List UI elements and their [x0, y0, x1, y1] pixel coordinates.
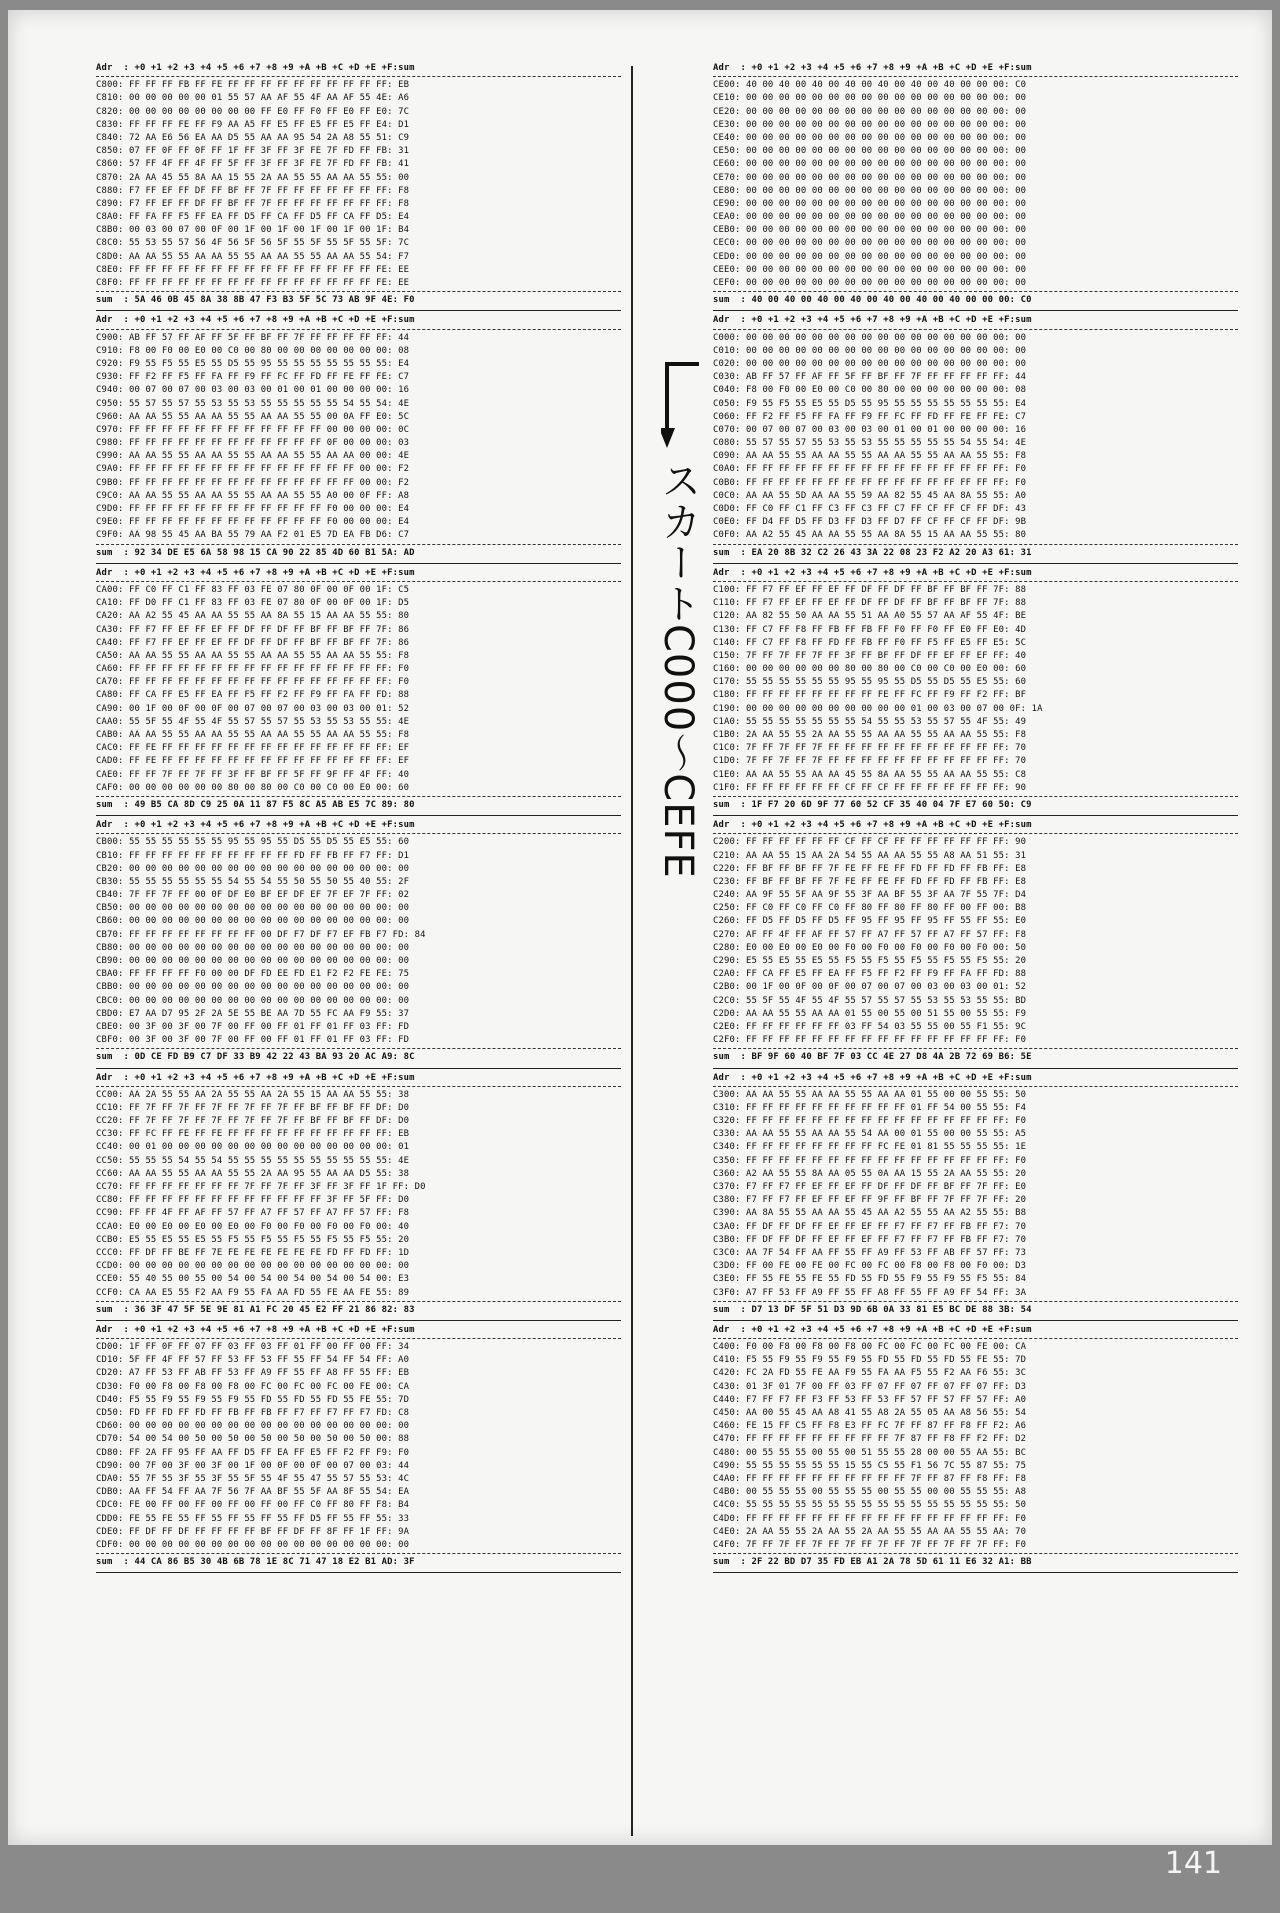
- block-separator: [96, 815, 621, 816]
- hexdump-row: C910: F8 00 F0 00 E0 00 C0 00 80 00 00 00 00 00 00 00: 08: [96, 345, 410, 356]
- hexdump-row: C0E0: FF D4 FF D5 FF D3 FF D3 FF D7 FF CF FF CF FF DF: 9B: [713, 517, 1027, 528]
- hexdump-row: C3D0: FF 00 FE 00 FE 00 FC 00 FC 00 F8 00 F8 00 F0 00: D3: [713, 1261, 1027, 1272]
- hexdump-row: CB10: FF FF FF FF FF FF FF FF FF FF FD FF FB FF F7 FF: D1: [96, 850, 410, 861]
- hexdump-row: CE90: 00 00 00 00 00 00 00 00 00 00 00 00 00 00 00 00: 00: [713, 198, 1027, 209]
- hexdump-row: CCC0: FF DF FF BE FF 7E FE FE FE FE FE FE FD FF FD FF: 1D: [96, 1247, 410, 1258]
- hexdump-row: C260: FF D5 FF D5 FF D5 FF 95 FF 95 FF 95 FF 55 FF 55: E0: [713, 916, 1027, 927]
- hexdump-row: C0F0: AA A2 55 45 AA AA 55 55 AA 8A 55 15 AA AA 55 55: 80: [713, 530, 1027, 541]
- hexdump-row: CAA0: 55 5F 55 4F 55 4F 55 57 55 57 55 53 55 53 55 55: 4E: [96, 716, 410, 727]
- hexdump-row: CA90: 00 1F 00 0F 00 0F 00 07 00 07 00 03 00 03 00 01: 52: [96, 703, 410, 714]
- block-separator: [713, 1572, 1238, 1573]
- hexdump-row: C180: FF FF FF FF FF FF FF FF FE FF FC FF F9 FF F2 FF: BF: [713, 690, 1027, 701]
- hexdump-row: C0D0: FF C0 FF C1 FF C3 FF C3 FF C7 FF CF FF CF FF DF: 43: [713, 504, 1027, 514]
- hexdump-row: C1B0: 2A AA 55 55 2A AA 55 55 AA AA 55 55 AA AA 55 55: F8: [713, 730, 1027, 740]
- hexdump-row: CB00: 55 55 55 55 55 55 95 55 95 55 D5 55 D5 55 E5 55: 60: [96, 837, 410, 848]
- hexdump-row: C3C0: AA 7F 54 FF AA FF 55 FF A9 FF 53 FF AB FF 57 FF: 73: [713, 1247, 1027, 1258]
- dashed-rule: [96, 1086, 621, 1087]
- dashed-rule: [96, 291, 621, 292]
- dashed-rule: [713, 76, 1238, 77]
- hexdump-row: CD90: 00 7F 00 3F 00 3F 00 1F 00 0F 00 0F 00 07 00 03: 44: [96, 1460, 410, 1471]
- hexdump-row: C1E0: AA AA 55 55 AA AA 45 55 8A AA 55 55 AA AA 55 55: C8: [713, 769, 1027, 780]
- hexdump-row: C040: F8 00 F0 00 E0 00 C0 00 80 00 00 00 00 00 00 00: 08: [713, 385, 1027, 396]
- hexdump-row: C840: 72 AA E6 56 EA AA D5 55 AA AA 95 54 2A A8 55 51: C9: [96, 132, 410, 143]
- hexdump-row: C820: 00 00 00 00 00 00 00 00 FF E0 FF F0 FF E0 FF E0: 7C: [96, 106, 410, 117]
- hexdump-row: C9D0: FF FF FF FF FF FF FF FF FF FF FF FF F0 00 00 00: E4: [96, 504, 410, 514]
- callout-label: スカートC000〜CEFE: [655, 460, 701, 879]
- hexdump-row: CCE0: 55 40 55 00 55 00 54 00 54 00 54 00 54 00 54 00: E3: [96, 1274, 410, 1285]
- hexdump-row: CA80: FF CA FF E5 FF EA FF F5 FF F2 FF F9 FF FA FF FD: 88: [96, 690, 410, 701]
- hexdump-row: CA30: FF F7 FF EF FF EF FF DF FF DF FF BF FF BF FF 7F: 86: [96, 624, 410, 635]
- hexdump-row: CE80: 00 00 00 00 00 00 00 00 00 00 00 00 00 00 00 00: 00: [713, 185, 1027, 196]
- hexdump-row: CD80: FF 2A FF 95 FF AA FF D5 FF EA FF E5 FF F2 FF F9: F0: [96, 1447, 410, 1458]
- hexdump-row: CE60: 00 00 00 00 00 00 00 00 00 00 00 00 00 00 00 00: 00: [713, 159, 1027, 170]
- hexdump-row: C070: 00 07 00 07 00 03 00 03 00 01 00 01 00 00 00 00: 16: [713, 424, 1027, 435]
- hexdump-row: CED0: 00 00 00 00 00 00 00 00 00 00 00 00 00 00 00 00: 00: [713, 251, 1027, 262]
- dashed-rule: [96, 581, 621, 582]
- block-separator: [713, 310, 1238, 311]
- hexdump-row: CA60: FF FF FF FF FF FF FF FF FF FF FF FF FF FF FF FF: F0: [96, 664, 410, 675]
- hexdump-row: CAE0: FF FF 7F FF 7F FF 3F FF BF FF 5F FF 9F FF 4F FF: 40: [96, 769, 410, 780]
- hexdump-row: C930: FF F2 FF F5 FF FA FF F9 FF FC FF FD FF FE FF FE: C7: [96, 372, 410, 383]
- hexdump-row: C250: FF C0 FF C0 FF C0 FF 80 FF 80 FF 80 FF 00 FF 00: B8: [713, 903, 1027, 914]
- hexdump-row: C280: E0 00 E0 00 E0 00 F0 00 F0 00 F0 00 F0 00 F0 00: 50: [713, 942, 1027, 953]
- hexdump-row: CA20: AA A2 55 45 AA AA 55 55 AA 8A 55 15 AA AA 55 55: 80: [96, 611, 410, 622]
- column-header-row: Adr : +0 +1 +2 +3 +4 +5 +6 +7 +8 +9 +A +B +C +D +E +F:sum: [96, 567, 415, 578]
- hexdump-row: CC00: AA 2A 55 55 AA 2A 55 55 AA 2A 55 15 AA AA 55 55: 38: [96, 1089, 410, 1100]
- dashed-rule: [96, 544, 621, 545]
- column-header-row: Adr : +0 +1 +2 +3 +4 +5 +6 +7 +8 +9 +A +B +C +D +E +F:sum: [713, 63, 1032, 73]
- hexdump-row: C950: 55 57 55 57 55 53 55 53 55 55 55 55 55 54 55 54: 4E: [96, 398, 410, 409]
- dashed-rule: [96, 1553, 621, 1554]
- hexdump-row: C460: FE 15 FF C5 FF F8 E3 FF FC 7F FF 87 FF F8 FF F2: A6: [713, 1421, 1027, 1432]
- hexdump-row: C4F0: 7F FF 7F FF 7F FF 7F FF 7F FF 7F FF 7F FF 7F FF: F0: [713, 1539, 1027, 1550]
- hexdump-row: C470: FF FF FF FF FF FF FF FF FF 7F 87 FF F8 FF F2 FF: D2: [713, 1434, 1027, 1445]
- hexdump-row: C430: 01 3F 01 7F 00 FF 03 FF 07 FF 07 FF 07 FF 07 FF: D3: [713, 1381, 1027, 1392]
- hexdump-row: CDD0: FE 55 FE 55 FF 55 FF 55 FF 55 FF D5 FF 55 FF 55: 33: [96, 1513, 410, 1524]
- hexdump-row: C170: 55 55 55 55 55 55 95 55 95 55 D5 55 D5 55 E5 55: 60: [713, 677, 1027, 688]
- hexdump-row: CB70: FF FF FF FF FF FF FF FF 00 DF F7 DF F7 EF FB F7 FD: 84: [96, 929, 426, 940]
- block-separator: [96, 563, 621, 564]
- hexdump-row: CEE0: 00 00 00 00 00 00 00 00 00 00 00 00 00 00 00 00: 00: [713, 264, 1027, 275]
- hexdump-row: C290: E5 55 E5 55 E5 55 F5 55 F5 55 F5 55 F5 55 F5 55: 20: [713, 956, 1027, 966]
- hexdump-row: C9E0: FF FF FF FF FF FF FF FF FF FF FF FF F0 00 00 00: E4: [96, 517, 410, 528]
- hexdump-row: C320: FF FF FF FF FF FF FF FF FF FF FF FF FF FF FF FF: F0: [713, 1116, 1027, 1127]
- hexdump-row: C310: FF FF FF FF FF FF FF FF FF FF 01 FF 54 00 55 55: F4: [713, 1102, 1027, 1113]
- hexdump-row: CDE0: FF DF FF DF FF FF FF FF BF FF DF FF 8F FF 1F FF: 9A: [96, 1526, 410, 1537]
- hexdump-row: C1C0: 7F FF 7F FF 7F FF FF FF FF FF FF FF FF FF FF FF: 70: [713, 743, 1027, 754]
- block-separator: [96, 1320, 621, 1321]
- hexdump-row: C130: FF C7 FF F8 FF FB FF FB FF F0 FF F0 FF E0 FF E0: 4D: [713, 624, 1027, 635]
- hexdump-row: C880: F7 FF EF FF DF FF BF FF 7F FF FF FF FF FF FF FF: F8: [96, 185, 410, 196]
- hexdump-row: C3A0: FF DF FF DF FF EF FF EF FF F7 FF F7 FF FB FF F7: 70: [713, 1221, 1027, 1232]
- hexdump-row: C210: AA AA 55 15 AA 2A 54 55 AA AA 55 55 A8 AA 51 55: 31: [713, 850, 1027, 861]
- hexdump-row: CBD0: E7 AA D7 95 2F 2A 5E 55 BE AA 7D 55 FC AA F9 55: 37: [96, 1008, 410, 1019]
- hexdump-row: C2C0: 55 5F 55 4F 55 4F 55 57 55 57 55 53 55 53 55 55: BD: [713, 995, 1027, 1006]
- hexdump-block: [96, 567, 621, 816]
- dashed-rule: [713, 581, 1238, 582]
- hexdump-row: C9F0: AA 98 55 45 AA BA 55 79 AA F2 01 E5 7D EA FB D6: C7: [96, 530, 410, 541]
- hexdump-block: [96, 819, 621, 1068]
- hexdump-row: C440: F7 FF F7 FF F3 FF 53 FF 53 FF 57 FF 57 FF 57 FF: A0: [713, 1394, 1027, 1405]
- hexdump-row: CB50: 00 00 00 00 00 00 00 00 00 00 00 00 00 00 00 00: 00: [96, 903, 410, 914]
- hexdump-row: C2D0: AA AA 55 55 AA AA 01 55 00 55 00 51 55 00 55 55: F9: [713, 1008, 1027, 1019]
- left-hexdump-column: [96, 62, 621, 1576]
- hexdump-row: C0C0: AA AA 55 5D AA AA 55 59 AA 82 55 45 AA 8A 55 55: A0: [713, 490, 1027, 501]
- hexdump-row: C270: AF FF 4F FF AF FF 57 FF A7 FF 57 FF A7 FF 57 FF: F8: [713, 929, 1027, 940]
- hexdump-row: C1F0: FF FF FF FF FF FF CF FF CF FF FF FF FF FF FF FF: 90: [713, 782, 1027, 793]
- dashed-rule: [96, 796, 621, 797]
- hexdump-row: CC40: 00 01 00 00 00 00 00 00 00 00 00 00 00 00 00 00: 01: [96, 1142, 410, 1153]
- hexdump-row: C200: FF FF FF FF FF FF CF FF CF FF FF FF FF FF FF FF: 90: [713, 837, 1027, 848]
- hexdump-row: C100: FF F7 FF EF FF EF FF DF FF DF FF BF FF BF FF 7F: 88: [713, 584, 1027, 595]
- column-header-row: Adr : +0 +1 +2 +3 +4 +5 +6 +7 +8 +9 +A +B +C +D +E +F:sum: [96, 63, 415, 73]
- hexdump-row: C0B0: FF FF FF FF FF FF FF FF FF FF FF FF FF FF FF FF: F0: [713, 477, 1027, 488]
- hexdump-row: C380: F7 FF F7 FF EF FF EF FF 9F FF BF FF 7F FF 7F FF: 20: [713, 1195, 1027, 1206]
- checksum-row: sum : 0D CE FD B9 C7 DF 33 B9 42 22 43 BA 93 20 AC A9: 8C: [96, 1052, 415, 1063]
- hexdump-row: C300: AA AA 55 55 AA AA 55 55 AA AA 01 55 00 00 55 55: 50: [713, 1089, 1027, 1100]
- hexdump-row: C010: 00 00 00 00 00 00 00 00 00 00 00 00 00 00 00 00: 00: [713, 345, 1027, 356]
- hexdump-row: CAB0: AA AA 55 55 AA AA 55 55 AA AA 55 55 AA AA 55 55: F8: [96, 730, 410, 740]
- hexdump-row: C8D0: AA AA 55 55 AA AA 55 55 AA AA 55 55 AA AA 55 54: F7: [96, 251, 410, 262]
- dashed-rule: [96, 329, 621, 330]
- column-divider: [631, 66, 633, 1836]
- dashed-rule: [713, 1048, 1238, 1049]
- dashed-rule: [713, 1553, 1238, 1554]
- hexdump-row: CEC0: 00 00 00 00 00 00 00 00 00 00 00 00 00 00 00 00: 00: [713, 238, 1027, 249]
- hexdump-row: C3F0: A7 FF 53 FF A9 FF 55 FF A8 FF 55 FF A9 FF 54 FF: 3A: [713, 1287, 1027, 1298]
- hexdump-block: [713, 567, 1238, 816]
- dashed-rule: [713, 1338, 1238, 1339]
- dashed-rule: [713, 833, 1238, 834]
- hexdump-block: [713, 314, 1238, 563]
- hexdump-row: CCB0: E5 55 E5 55 E5 55 F5 55 F5 55 F5 55 F5 55 F5 55: 20: [96, 1234, 410, 1245]
- hexdump-row: CE40: 00 00 00 00 00 00 00 00 00 00 00 00 00 00 00 00: 00: [713, 132, 1027, 143]
- hexdump-row: C080: 55 57 55 57 55 53 55 53 55 55 55 55 55 54 55 54: 4E: [713, 438, 1027, 449]
- dashed-rule: [96, 1301, 621, 1302]
- hexdump-row: CCF0: CA AA E5 55 F2 AA F9 55 FA AA FD 55 FE AA FE 55: 89: [96, 1287, 410, 1298]
- hexdump-row: CBA0: FF FF FF FF F0 00 00 DF FD EE FD E1 F2 F2 FE FE: 75: [96, 969, 410, 980]
- hexdump-row: CDF0: 00 00 00 00 00 00 00 00 00 00 00 00 00 00 00 00: 00: [96, 1539, 410, 1550]
- checksum-row: sum : 5A 46 0B 45 8A 38 8B 47 F3 B3 5F 5C 73 AB 9F 4E: F0: [96, 295, 415, 306]
- hexdump-row: C4D0: FF FF FF FF FF FF FF FF FF FF FF FF FF FF FF FF: F0: [713, 1513, 1027, 1524]
- down-arrow-icon: [661, 362, 701, 452]
- hexdump-row: C340: FF FF FF FF FF FF FF FF FC FE 01 81 55 55 55 55: 1E: [713, 1142, 1027, 1153]
- hexdump-row: CB60: 00 00 00 00 00 00 00 00 00 00 00 00 00 00 00 00: 00: [96, 916, 410, 927]
- checksum-row: sum : EA 20 8B 32 C2 26 43 3A 22 08 23 F2 A2 20 A3 61: 31: [713, 547, 1032, 558]
- hexdump-row: CAC0: FF FE FF FF FF FF FF FF FF FF FF FF FF FF FF FF: EF: [96, 743, 410, 754]
- column-header-row: Adr : +0 +1 +2 +3 +4 +5 +6 +7 +8 +9 +A +B +C +D +E +F:sum: [96, 315, 415, 326]
- hexdump-row: C3B0: FF DF FF DF FF EF FF EF FF F7 FF F7 FF FB FF F7: 70: [713, 1234, 1027, 1245]
- right-hexdump-column: [713, 62, 1238, 1576]
- hexdump-row: C900: AB FF 57 FF AF FF 5F FF BF FF 7F FF FF FF FF FF: 44: [96, 332, 410, 343]
- hexdump-row: CCA0: E0 00 E0 00 E0 00 E0 00 F0 00 F0 00 F0 00 F0 00: 40: [96, 1221, 410, 1232]
- block-separator: [96, 1068, 621, 1069]
- hexdump-row: C370: F7 FF F7 FF EF FF EF FF DF FF DF FF BF FF 7F FF: E0: [713, 1182, 1027, 1192]
- checksum-row: sum : 2F 22 BD D7 35 FD EB A1 2A 78 5D 61 11 E6 32 A1: BB: [713, 1557, 1032, 1568]
- column-header-row: Adr : +0 +1 +2 +3 +4 +5 +6 +7 +8 +9 +A +B +C +D +E +F:sum: [713, 315, 1032, 326]
- hexdump-row: CD00: 1F FF 0F FF 07 FF 03 FF 03 FF 01 FF 00 FF 00 FF: 34: [96, 1342, 410, 1353]
- hexdump-row: C940: 00 07 00 07 00 03 00 03 00 01 00 01 00 00 00 00: 16: [96, 385, 410, 396]
- hexdump-row: C980: FF FF FF FF FF FF FF FF FF FF FF FF 0F 00 00 00: 03: [96, 438, 410, 449]
- hexdump-row: CEB0: 00 00 00 00 00 00 00 00 00 00 00 00 00 00 00 00: 00: [713, 225, 1027, 236]
- hexdump-row: C030: AB FF 57 FF AF FF 5F FF BF FF 7F FF FF FF FF FF: 44: [713, 372, 1027, 383]
- checksum-row: sum : BF 9F 60 40 BF 7F 03 CC 4E 27 D8 4A 2B 72 69 B6: 5E: [713, 1052, 1032, 1063]
- block-separator: [713, 815, 1238, 816]
- hexdump-row: C110: FF F7 FF EF FF EF FF DF FF DF FF BF FF BF FF 7F: 88: [713, 598, 1027, 609]
- hexdump-row: C360: A2 AA 55 55 8A AA 05 55 0A AA 15 55 2A AA 55 55: 20: [713, 1168, 1027, 1179]
- hexdump-row: CBB0: 00 00 00 00 00 00 00 00 00 00 00 00 00 00 00 00: 00: [96, 982, 410, 993]
- dashed-rule: [96, 1338, 621, 1339]
- hexdump-block: [96, 62, 621, 311]
- hexdump-row: C400: F0 00 F8 00 F8 00 F8 00 FC 00 FC 00 FC 00 FE 00: CA: [713, 1342, 1027, 1353]
- hexdump-row: CD70: 54 00 54 00 50 00 50 00 50 00 50 00 50 00 50 00: 88: [96, 1434, 410, 1445]
- hexdump-row: C9A0: FF FF FF FF FF FF FF FF FF FF FF FF FF FF 00 00: F2: [96, 464, 410, 475]
- checksum-row: sum : 36 3F 47 5F 5E 9E 81 A1 FC 20 45 E2 FF 21 86 82: 83: [96, 1304, 415, 1315]
- column-header-row: Adr : +0 +1 +2 +3 +4 +5 +6 +7 +8 +9 +A +B +C +D +E +F:sum: [96, 820, 415, 831]
- hexdump-row: C330: AA AA 55 55 AA AA 55 54 AA 00 01 55 00 00 55 55: A5: [713, 1129, 1027, 1140]
- hexdump-row: C4B0: 00 55 55 55 00 55 55 55 00 55 55 00 00 55 55 55: A8: [713, 1487, 1027, 1498]
- hexdump-row: C090: AA AA 55 55 AA AA 55 55 AA AA 55 55 AA AA 55 55: F8: [713, 451, 1027, 462]
- hexdump-row: C0A0: FF FF FF FF FF FF FF FF FF FF FF FF FF FF FF FF: F0: [713, 464, 1027, 475]
- column-header-row: Adr : +0 +1 +2 +3 +4 +5 +6 +7 +8 +9 +A +B +C +D +E +F:sum: [713, 1324, 1032, 1335]
- hexdump-row: CBF0: 00 3F 00 3F 00 7F 00 FF 00 FF 01 FF 01 FF 03 FF: FD: [96, 1035, 410, 1046]
- checksum-row: sum : 92 34 DE E5 6A 58 98 15 CA 90 22 85 4D 60 B1 5A: AD: [96, 547, 415, 558]
- hexdump-row: C3E0: FF 55 FE 55 FE 55 FD 55 FD 55 F9 55 F9 55 F5 55: 84: [713, 1274, 1027, 1285]
- checksum-row: sum : 40 00 40 00 40 00 40 00 40 00 40 00 40 00 00 00: C0: [713, 295, 1032, 306]
- hexdump-block: [713, 1072, 1238, 1321]
- hexdump-row: C8E0: FF FF FF FF FF FF FF FF FF FF FF FF FF FF FF FE: EE: [96, 264, 410, 275]
- hexdump-row: C450: AA 00 55 45 AA A8 41 55 A8 2A 55 05 AA A8 56 55: 54: [713, 1408, 1027, 1418]
- hexdump-row: C220: FF BF FF BF FF 7F FE FF FE FF FD FF FD FF FB FF: E8: [713, 863, 1027, 874]
- hexdump-block: [96, 1324, 621, 1573]
- hexdump-row: CE30: 00 00 00 00 00 00 00 00 00 00 00 00 00 00 00 00: 00: [713, 119, 1027, 130]
- hexdump-row: C480: 00 55 55 55 00 55 00 51 55 55 28 00 00 55 AA 55: BC: [713, 1447, 1027, 1458]
- hexdump-row: C9B0: FF FF FF FF FF FF FF FF FF FF FF FF FF FF 00 00: F2: [96, 477, 410, 488]
- hexdump-row: C2E0: FF FF FF FF FF FF 03 FF 54 03 55 55 00 55 F1 55: 9C: [713, 1021, 1027, 1032]
- hexdump-row: CE70: 00 00 00 00 00 00 00 00 00 00 00 00 00 00 00 00: 00: [713, 172, 1027, 183]
- hexdump-row: C050: F9 55 F5 55 E5 55 D5 55 95 55 55 55 55 55 55 55: E4: [713, 398, 1027, 409]
- block-separator: [713, 1320, 1238, 1321]
- hexdump-row: CDA0: 55 7F 55 3F 55 3F 55 5F 55 4F 55 47 55 57 55 53: 4C: [96, 1473, 410, 1484]
- hexdump-row: CB30: 55 55 55 55 55 55 54 55 54 55 50 55 50 55 40 55: 2F: [96, 876, 410, 887]
- hexdump-block: [96, 1072, 621, 1321]
- block-separator: [96, 310, 621, 311]
- hexdump-row: C120: AA 82 55 50 AA AA 55 51 AA A0 55 57 AA AF 55 4F: BE: [713, 611, 1027, 622]
- hexdump-row: C1A0: 55 55 55 55 55 55 55 54 55 55 53 55 57 55 4F 55: 49: [713, 716, 1027, 727]
- hexdump-row: C870: 2A AA 45 55 8A AA 15 55 2A AA 55 55 AA AA 55 55: 00: [96, 172, 410, 183]
- hexdump-row: CC30: FF FC FF FE FF FE FF FF FF FF FF FF FF FF FF FF: EB: [96, 1129, 410, 1140]
- column-header-row: Adr : +0 +1 +2 +3 +4 +5 +6 +7 +8 +9 +A +B +C +D +E +F:sum: [713, 820, 1032, 831]
- hexdump-row: CB90: 00 00 00 00 00 00 00 00 00 00 00 00 00 00 00 00: 00: [96, 956, 410, 966]
- hexdump-row: CB40: 7F FF 7F FF 00 0F DF E0 BF EF DF EF 7F EF 7F FF: 02: [96, 890, 410, 901]
- hexdump-row: CD60: 00 00 00 00 00 00 00 00 00 00 00 00 00 00 00 00: 00: [96, 1421, 410, 1432]
- hexdump-row: C410: F5 55 F9 55 F9 55 F9 55 FD 55 FD 55 FD 55 FE 55: 7D: [713, 1355, 1027, 1366]
- hexdump-row: CA50: AA AA 55 55 AA AA 55 55 AA AA 55 55 AA AA 55 55: F8: [96, 650, 410, 661]
- hexdump-row: C890: F7 FF EF FF DF FF BF FF 7F FF FF FF FF FF FF FF: F8: [96, 198, 410, 209]
- hexdump-row: C2A0: FF CA FF E5 FF EA FF F5 FF F2 FF F9 FF FA FF FD: 88: [713, 969, 1027, 980]
- hexdump-block: [96, 314, 621, 563]
- hexdump-row: CC20: FF 7F FF 7F FF 7F FF 7F FF 7F FF BF FF BF FF DF: D0: [96, 1116, 410, 1127]
- hexdump-row: C060: FF F2 FF F5 FF FA FF F9 FF FC FF FD FF FE FF FE: C7: [713, 411, 1027, 422]
- hexdump-row: CA70: FF FF FF FF FF FF FF FF FF FF FF FF FF FF FF FF: F0: [96, 677, 410, 688]
- hexdump-row: CC60: AA AA 55 55 AA AA 55 55 2A AA 95 55 AA AA D5 55: 38: [96, 1168, 410, 1179]
- dashed-rule: [713, 796, 1238, 797]
- dashed-rule: [96, 833, 621, 834]
- block-separator: [713, 1068, 1238, 1069]
- hexdump-row: C240: AA 9F 55 5F AA 9F 55 3F AA BF 55 3F AA 7F 55 7F: D4: [713, 890, 1027, 901]
- hexdump-row: C190: 00 00 00 00 00 00 00 00 00 00 01 00 03 00 07 00 0F: 1A: [713, 703, 1043, 714]
- hexdump-row: CC90: FF FF 4F FF AF FF 57 FF A7 FF 57 FF A7 FF 57 FF: F8: [96, 1208, 410, 1219]
- column-header-row: Adr : +0 +1 +2 +3 +4 +5 +6 +7 +8 +9 +A +B +C +D +E +F:sum: [713, 1072, 1032, 1083]
- dashed-rule: [713, 1301, 1238, 1302]
- hexdump-row: CB20: 00 00 00 00 00 00 00 00 00 00 00 00 00 00 00 00: 00: [96, 863, 410, 874]
- hexdump-row: C9C0: AA AA 55 55 AA AA 55 55 AA AA 55 55 A0 00 0F FF: A8: [96, 490, 410, 501]
- hexdump-row: CC70: FF FF FF FF FF FF FF 7F FF 7F FF 3F FF 3F FF 1F FF: D0: [96, 1182, 426, 1192]
- hexdump-row: C2F0: FF FF FF FF FF FF FF FF FF FF FF FF FF FF FF FF: F0: [713, 1035, 1027, 1046]
- scanned-page: [8, 10, 1272, 1845]
- dashed-rule: [96, 1048, 621, 1049]
- hexdump-row: C160: 00 00 00 00 00 00 80 00 80 00 C0 00 C0 00 E0 00: 60: [713, 664, 1027, 675]
- hexdump-row: CD50: FD FF FD FF FD FF FB FF FB FF F7 FF F7 FF F7 FD: C8: [96, 1408, 410, 1418]
- hexdump-row: C420: FC 2A FD 55 FE AA F9 55 FA AA F5 55 F2 AA F6 55: 3C: [713, 1368, 1027, 1379]
- hexdump-row: C000: 00 00 00 00 00 00 00 00 00 00 00 00 00 00 00 00: 00: [713, 332, 1027, 343]
- hexdump-row: C4C0: 55 55 55 55 55 55 55 55 55 55 55 55 55 55 55 55: 50: [713, 1500, 1027, 1511]
- hexdump-row: CAF0: 00 00 00 00 00 00 80 00 80 00 C0 00 C0 00 E0 00: 60: [96, 782, 410, 793]
- column-header-row: Adr : +0 +1 +2 +3 +4 +5 +6 +7 +8 +9 +A +B +C +D +E +F:sum: [96, 1072, 415, 1083]
- dashed-rule: [713, 544, 1238, 545]
- hexdump-row: C850: 07 FF 0F FF 0F FF 1F FF 3F FF 3F FE 7F FD FF FB: 31: [96, 146, 410, 157]
- hexdump-row: C920: F9 55 F5 55 E5 55 D5 55 95 55 55 55 55 55 55 55: E4: [96, 358, 410, 369]
- column-header-row: Adr : +0 +1 +2 +3 +4 +5 +6 +7 +8 +9 +A +B +C +D +E +F:sum: [96, 1324, 415, 1335]
- hexdump-block: [713, 1324, 1238, 1573]
- hexdump-row: C970: FF FF FF FF FF FF FF FF FF FF FF FF 00 00 00 00: 0C: [96, 424, 410, 435]
- hexdump-row: CE50: 00 00 00 00 00 00 00 00 00 00 00 00 00 00 00 00: 00: [713, 146, 1027, 157]
- hexdump-row: C990: AA AA 55 55 AA AA 55 55 AA AA 55 55 AA AA 00 00: 4E: [96, 451, 410, 462]
- hexdump-row: CAD0: FF FE FF FF FF FF FF FF FF FF FF FF FF FF FF FF: EF: [96, 756, 410, 767]
- page-number: 141: [1164, 1846, 1222, 1881]
- checksum-row: sum : 44 CA 86 B5 30 4B 6B 78 1E 8C 71 47 18 E2 B1 AD: 3F: [96, 1557, 415, 1568]
- hexdump-row: CD30: F0 00 F8 00 F8 00 F8 00 FC 00 FC 00 FC 00 FE 00: CA: [96, 1381, 410, 1392]
- hexdump-row: CCD0: 00 00 00 00 00 00 00 00 00 00 00 00 00 00 00 00: 00: [96, 1261, 410, 1272]
- hexdump-row: CE00: 40 00 40 00 40 00 40 00 40 00 40 00 40 00 00 00: C0: [713, 80, 1027, 91]
- hexdump-row: C020: 00 00 00 00 00 00 00 00 00 00 00 00 00 00 00 00: 00: [713, 358, 1027, 369]
- hexdump-row: CDB0: AA FF 54 FF AA 7F 56 7F AA BF 55 5F AA 8F 55 54: EA: [96, 1487, 410, 1498]
- hexdump-row: C1D0: 7F FF 7F FF 7F FF FF FF FF FF FF FF FF FF FF FF: 70: [713, 756, 1027, 767]
- hexdump-row: CEF0: 00 00 00 00 00 00 00 00 00 00 00 00 00 00 00 00: 00: [713, 278, 1027, 288]
- hexdump-row: CA00: FF C0 FF C1 FF 83 FF 03 FE 07 80 0F 00 0F 00 1F: C5: [96, 584, 410, 595]
- hexdump-row: C8C0: 55 53 55 57 56 4F 56 5F 56 5F 55 5F 55 5F 55 5F: 7C: [96, 238, 410, 249]
- hexdump-row: C4E0: 2A AA 55 55 2A AA 55 2A AA 55 55 AA AA 55 55 AA: 70: [713, 1526, 1027, 1537]
- hexdump-row: C390: AA 8A 55 55 AA AA 55 45 AA A2 55 55 AA A2 55 55: B8: [713, 1208, 1027, 1219]
- dashed-rule: [713, 1086, 1238, 1087]
- checksum-row: sum : 1F F7 20 6D 9F 77 60 52 CF 35 40 04 7F E7 60 50: C9: [713, 799, 1032, 810]
- hexdump-row: C2B0: 00 1F 00 0F 00 0F 00 07 00 07 00 03 00 03 00 01: 52: [713, 982, 1027, 993]
- hexdump-row: CD40: F5 55 F9 55 F9 55 F9 55 FD 55 FD 55 FD 55 FE 55: 7D: [96, 1394, 410, 1405]
- hexdump-row: CC10: FF 7F FF 7F FF 7F FF 7F FF 7F FF BF FF BF FF DF: D0: [96, 1102, 410, 1113]
- hexdump-row: C350: FF FF FF FF FF FF FF FF FF FF FF FF FF FF FF FF: F0: [713, 1155, 1027, 1166]
- column-header-row: Adr : +0 +1 +2 +3 +4 +5 +6 +7 +8 +9 +A +B +C +D +E +F:sum: [713, 567, 1032, 578]
- hexdump-row: CB80: 00 00 00 00 00 00 00 00 00 00 00 00 00 00 00 00: 00: [96, 942, 410, 953]
- hexdump-row: CDC0: FE 00 FF 00 FF 00 FF 00 FF 00 FF C0 FF 80 FF F8: B4: [96, 1500, 410, 1511]
- hexdump-row: CA40: FF F7 FF EF FF EF FF DF FF DF FF BF FF BF FF 7F: 86: [96, 637, 410, 648]
- hexdump-row: CE10: 00 00 00 00 00 00 00 00 00 00 00 00 00 00 00 00: 00: [713, 93, 1027, 104]
- hexdump-row: C140: FF C7 FF F8 FF FD FF FB FF F0 FF F5 FF E5 FF E5: 5C: [713, 637, 1027, 648]
- hexdump-row: C490: 55 55 55 55 55 55 15 55 C5 55 F1 56 7C 55 87 55: 75: [713, 1460, 1027, 1471]
- hexdump-row: C8F0: FF FF FF FF FF FF FF FF FF FF FF FF FF FF FF FE: EE: [96, 278, 410, 288]
- checksum-row: sum : 49 B5 CA 8D C9 25 0A 11 87 F5 8C A5 AB E5 7C 89: 80: [96, 799, 415, 810]
- hexdump-row: C230: FF BF FF BF FF 7F FE FF FE FF FD FF FD FF FB FF: E8: [713, 876, 1027, 887]
- hexdump-row: CC50: 55 55 55 54 55 54 55 55 55 55 55 55 55 55 55 55: 4E: [96, 1155, 410, 1166]
- block-separator: [713, 563, 1238, 564]
- hexdump-row: CD10: 5F FF 4F FF 57 FF 53 FF 53 FF 55 FF 54 FF 54 FF: A0: [96, 1355, 410, 1366]
- hexdump-row: C8B0: 00 03 00 07 00 0F 00 1F 00 1F 00 1F 00 1F 00 1F: B4: [96, 225, 410, 236]
- checksum-row: sum : D7 13 DF 5F 51 D3 9D 6B 0A 33 81 E5 BC DE 88 3B: 54: [713, 1304, 1032, 1315]
- hexdump-row: C4A0: FF FF FF FF FF FF FF FF FF FF 7F FF 87 FF F8 FF: F8: [713, 1473, 1027, 1484]
- hexdump-row: CE20: 00 00 00 00 00 00 00 00 00 00 00 00 00 00 00 00: 00: [713, 106, 1027, 117]
- hexdump-block: [713, 819, 1238, 1068]
- dashed-rule: [96, 76, 621, 77]
- hexdump-row: C960: AA AA 55 55 AA AA 55 55 AA AA 55 55 00 0A FF E0: 5C: [96, 411, 410, 422]
- dashed-rule: [713, 329, 1238, 330]
- hexdump-row: CBC0: 00 00 00 00 00 00 00 00 00 00 00 00 00 00 00 00: 00: [96, 995, 410, 1006]
- hexdump-row: C830: FF FF FF FE FF F9 AA A5 FF E5 FF E5 FF E5 FF E4: D1: [96, 119, 410, 130]
- dashed-rule: [713, 291, 1238, 292]
- hexdump-row: C800: FF FF FF FB FF FE FF FF FF FF FF FF FF FF FF FF: EB: [96, 80, 410, 91]
- block-separator: [96, 1572, 621, 1573]
- hexdump-row: CBE0: 00 3F 00 3F 00 7F 00 FF 00 FF 01 FF 01 FF 03 FF: FD: [96, 1021, 410, 1032]
- hexdump-row: C150: 7F FF 7F FF 7F FF 3F FF BF FF DF FF EF FF EF FF: 40: [713, 650, 1027, 661]
- hexdump-row: CD20: A7 FF 53 FF AB FF 53 FF A9 FF 55 FF A8 FF 55 FF: EB: [96, 1368, 410, 1379]
- hexdump-block: [713, 62, 1238, 311]
- hexdump-row: CA10: FF D0 FF C1 FF 83 FF 03 FE 07 80 0F 00 0F 00 1F: D5: [96, 598, 410, 609]
- hexdump-row: C810: 00 00 00 00 00 01 55 57 AA AF 55 4F AA AF 55 4E: A6: [96, 93, 410, 104]
- hexdump-row: C860: 57 FF 4F FF 4F FF 5F FF 3F FF 3F FE 7F FD FF FB: 41: [96, 159, 410, 170]
- hexdump-row: C8A0: FF FA FF F5 FF EA FF D5 FF CA FF D5 FF CA FF D5: E4: [96, 212, 410, 223]
- hexdump-row: CEA0: 00 00 00 00 00 00 00 00 00 00 00 00 00 00 00 00: 00: [713, 212, 1027, 223]
- hexdump-row: CC80: FF FF FF FF FF FF FF FF FF FF FF FF 3F FF 5F FF: D0: [96, 1195, 410, 1206]
